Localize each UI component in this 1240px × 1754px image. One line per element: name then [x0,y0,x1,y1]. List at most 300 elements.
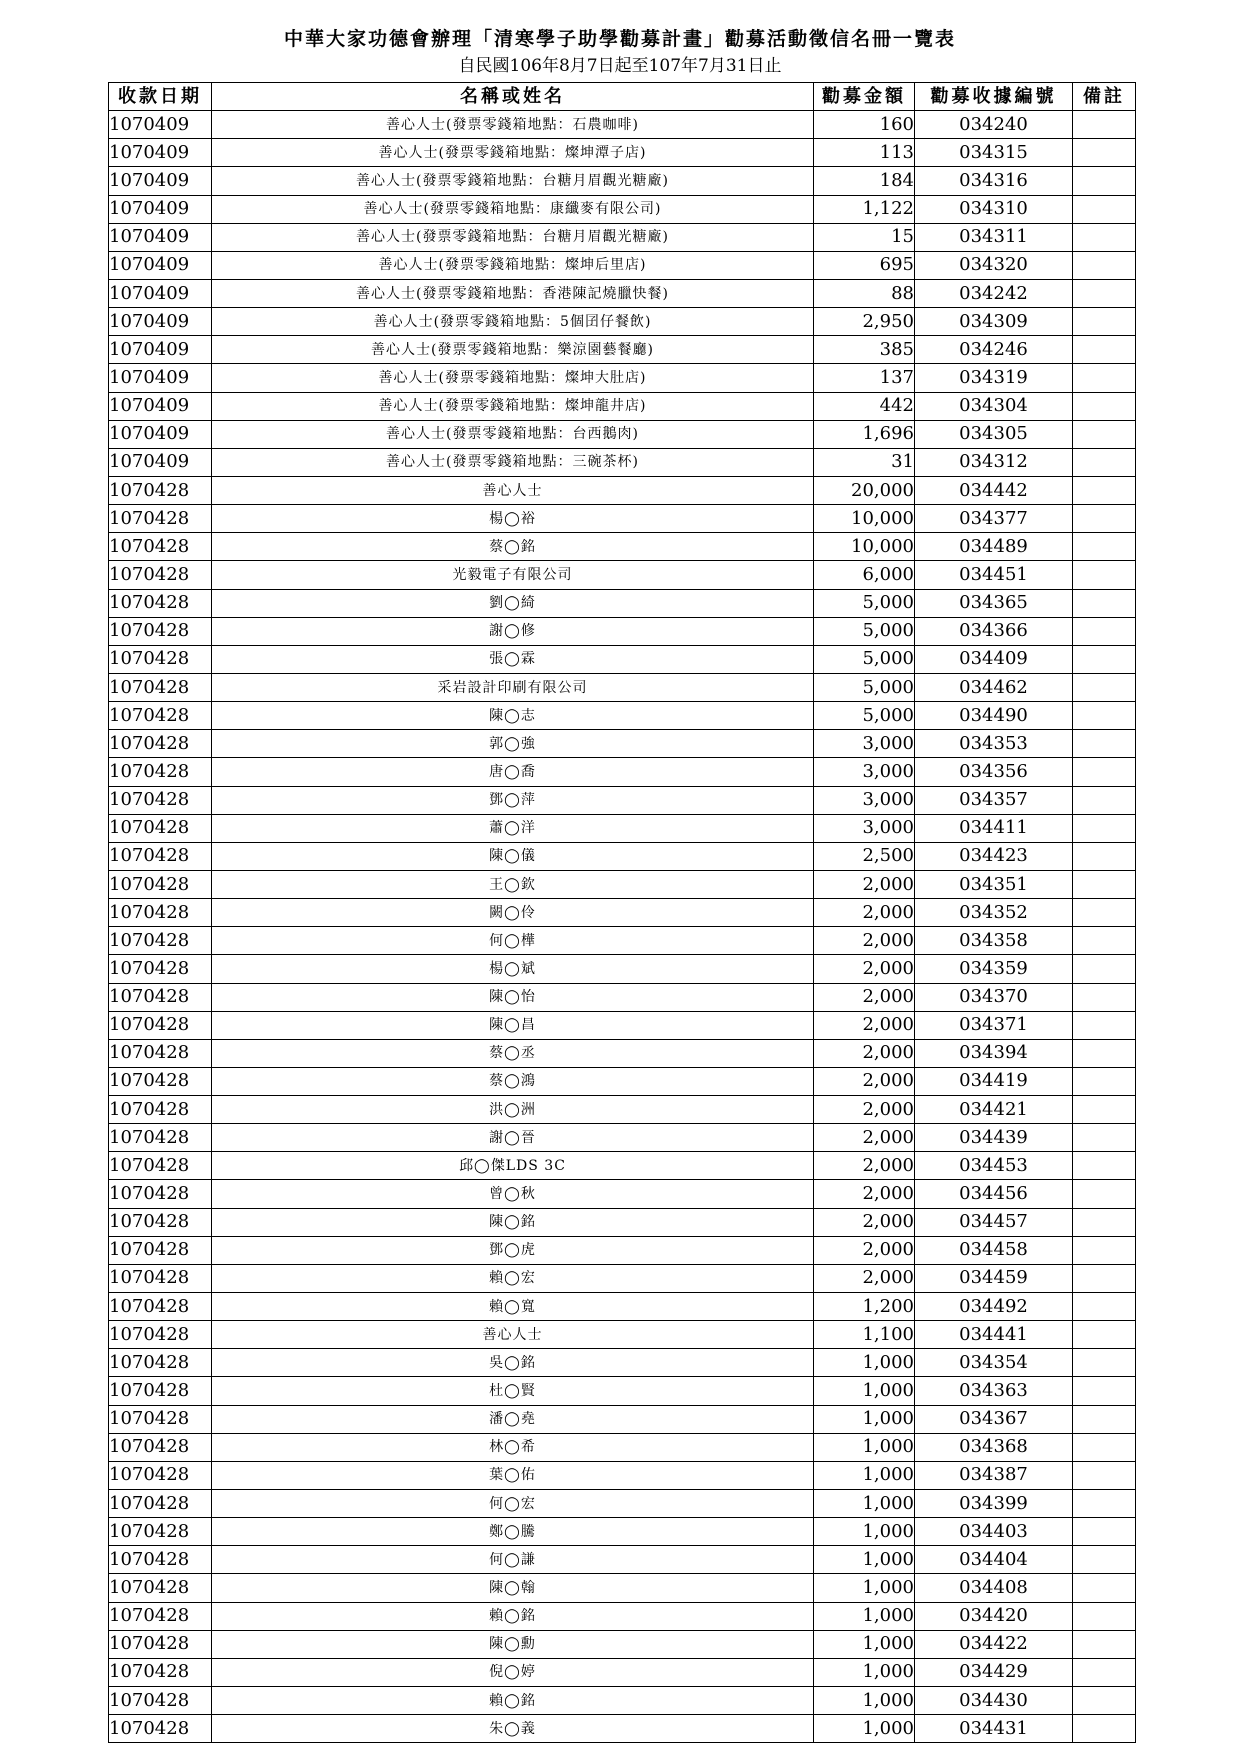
cell-receipt: 034420 [915,1602,1073,1630]
cell-date: 1070409 [109,336,212,364]
cell-name: 善心人士(發票零錢箱地點：三碗茶杯) [212,448,814,476]
cell-date: 1070428 [109,786,212,814]
cell-name: 陳◯志 [212,702,814,730]
cell-note [1073,1433,1136,1461]
table-row [109,1180,1136,1208]
table-row [109,111,1136,139]
table-row [109,336,1136,364]
cell-receipt: 034451 [915,561,1073,589]
cell-receipt: 034458 [915,1236,1073,1264]
cell-name: 陳◯昌 [212,1011,814,1039]
cell-note [1073,1039,1136,1067]
cell-amount: 2,000 [814,1264,915,1292]
table-row [109,983,1136,1011]
cell-date: 1070428 [109,1208,212,1236]
table-row [109,589,1136,617]
cell-amount: 5,000 [814,673,915,701]
cell-note [1073,533,1136,561]
cell-note [1073,1546,1136,1574]
cell-note [1073,1658,1136,1686]
cell-name: 善心人士(發票零錢箱地點：燦坤龍井店) [212,392,814,420]
cell-name: 善心人士(發票零錢箱地點：石農咖啡) [212,111,814,139]
cell-amount: 2,000 [814,1039,915,1067]
cell-amount: 5,000 [814,589,915,617]
cell-amount: 6,000 [814,561,915,589]
cell-name: 葉◯佑 [212,1461,814,1489]
cell-date: 1070428 [109,505,212,533]
table-row [109,392,1136,420]
cell-name: 杜◯賢 [212,1377,814,1405]
table-row [109,1405,1136,1433]
cell-receipt: 034356 [915,758,1073,786]
cell-date: 1070428 [109,1715,212,1743]
cell-amount: 2,000 [814,1180,915,1208]
cell-name: 賴◯寬 [212,1293,814,1321]
cell-date: 1070409 [109,139,212,167]
table-row [109,223,1136,251]
table-row [109,1321,1136,1349]
cell-name: 善心人士(發票零錢箱地點：燦坤后里店) [212,251,814,279]
cell-amount: 1,000 [814,1715,915,1743]
cell-name: 善心人士(發票零錢箱地點：香港陳記燒臘快餐) [212,279,814,307]
cell-date: 1070428 [109,1602,212,1630]
cell-name: 謝◯晉 [212,1124,814,1152]
cell-amount: 3,000 [814,730,915,758]
cell-amount: 442 [814,392,915,420]
cell-note [1073,251,1136,279]
cell-note [1073,308,1136,336]
table-row [109,561,1136,589]
table-row [109,1236,1136,1264]
cell-name: 采岩設計印刷有限公司 [212,673,814,701]
cell-amount: 1,000 [814,1377,915,1405]
table-row [109,702,1136,730]
table-row [109,1264,1136,1292]
table-row [109,167,1136,195]
cell-name: 光毅電子有限公司 [212,561,814,589]
cell-name: 蔡◯銘 [212,533,814,561]
cell-date: 1070428 [109,1152,212,1180]
table-row [109,1574,1136,1602]
cell-note [1073,1405,1136,1433]
cell-note [1073,1349,1136,1377]
cell-amount: 1,000 [814,1349,915,1377]
cell-note [1073,1715,1136,1743]
table-row [109,730,1136,758]
cell-name: 邱◯傑LDS 3C [212,1152,814,1180]
table-row [109,1461,1136,1489]
cell-name: 朱◯義 [212,1715,814,1743]
cell-name: 鄭◯騰 [212,1518,814,1546]
cell-receipt: 034367 [915,1405,1073,1433]
cell-note [1073,814,1136,842]
cell-date: 1070409 [109,111,212,139]
cell-name: 潘◯堯 [212,1405,814,1433]
table-row [109,1293,1136,1321]
table-row [109,1039,1136,1067]
cell-name: 闕◯伶 [212,899,814,927]
cell-amount: 2,000 [814,1208,915,1236]
cell-date: 1070428 [109,702,212,730]
cell-note [1073,1293,1136,1321]
cell-note [1073,1124,1136,1152]
cell-date: 1070409 [109,420,212,448]
cell-date: 1070428 [109,1658,212,1686]
cell-note [1073,505,1136,533]
cell-date: 1070409 [109,223,212,251]
cell-amount: 2,000 [814,1096,915,1124]
table-row [109,1377,1136,1405]
cell-name: 賴◯銘 [212,1687,814,1715]
cell-amount: 1,000 [814,1518,915,1546]
cell-receipt: 034242 [915,279,1073,307]
cell-receipt: 034422 [915,1630,1073,1658]
cell-amount: 2,950 [814,308,915,336]
header-date: 收款日期 [109,83,212,111]
cell-date: 1070428 [109,476,212,504]
cell-date: 1070428 [109,1236,212,1264]
cell-note [1073,1490,1136,1518]
cell-amount: 137 [814,364,915,392]
cell-date: 1070428 [109,1124,212,1152]
cell-receipt: 034490 [915,702,1073,730]
cell-name: 郭◯強 [212,730,814,758]
table-row [109,1349,1136,1377]
header-row [109,83,1136,111]
cell-date: 1070428 [109,1039,212,1067]
table-row [109,645,1136,673]
header-name: 名稱或姓名 [212,83,814,111]
cell-receipt: 034453 [915,1152,1073,1180]
cell-receipt: 034353 [915,730,1073,758]
cell-amount: 1,100 [814,1321,915,1349]
cell-amount: 3,000 [814,758,915,786]
cell-receipt: 034429 [915,1658,1073,1686]
cell-date: 1070428 [109,758,212,786]
table-row [109,1687,1136,1715]
cell-date: 1070428 [109,927,212,955]
cell-amount: 2,000 [814,899,915,927]
cell-name: 林◯希 [212,1433,814,1461]
cell-note [1073,167,1136,195]
cell-receipt: 034319 [915,364,1073,392]
cell-amount: 113 [814,139,915,167]
cell-note [1073,899,1136,927]
cell-date: 1070428 [109,814,212,842]
cell-note [1073,617,1136,645]
cell-note [1073,448,1136,476]
cell-receipt: 034366 [915,617,1073,645]
cell-amount: 10,000 [814,533,915,561]
cell-note [1073,730,1136,758]
table-row [109,308,1136,336]
cell-date: 1070428 [109,1630,212,1658]
cell-name: 善心人士(發票零錢箱地點：燦坤潭子店) [212,139,814,167]
cell-date: 1070428 [109,983,212,1011]
cell-name: 楊◯斌 [212,955,814,983]
cell-amount: 5,000 [814,645,915,673]
table-row [109,1602,1136,1630]
cell-receipt: 034439 [915,1124,1073,1152]
table-row [109,1630,1136,1658]
cell-date: 1070428 [109,1433,212,1461]
cell-receipt: 034459 [915,1264,1073,1292]
cell-receipt: 034316 [915,167,1073,195]
cell-receipt: 034408 [915,1574,1073,1602]
cell-amount: 1,000 [814,1602,915,1630]
cell-date: 1070428 [109,1096,212,1124]
cell-date: 1070409 [109,308,212,336]
table-body [109,111,1136,1743]
cell-note [1073,870,1136,898]
table-row [109,814,1136,842]
cell-name: 曾◯秋 [212,1180,814,1208]
cell-receipt: 034419 [915,1067,1073,1095]
cell-note [1073,1321,1136,1349]
cell-name: 謝◯修 [212,617,814,645]
cell-receipt: 034387 [915,1461,1073,1489]
cell-receipt: 034462 [915,673,1073,701]
cell-date: 1070428 [109,1518,212,1546]
header-note: 備註 [1073,83,1136,111]
cell-receipt: 034423 [915,842,1073,870]
table-row [109,1067,1136,1095]
table-row [109,279,1136,307]
table-row [109,1208,1136,1236]
cell-note [1073,1236,1136,1264]
cell-name: 王◯欽 [212,870,814,898]
cell-date: 1070428 [109,1349,212,1377]
cell-receipt: 034246 [915,336,1073,364]
cell-amount: 1,000 [814,1687,915,1715]
table-row [109,1658,1136,1686]
cell-amount: 1,200 [814,1293,915,1321]
cell-name: 劉◯綺 [212,589,814,617]
cell-amount: 1,122 [814,195,915,223]
cell-date: 1070428 [109,870,212,898]
document-subtitle: 自民國106年8月7日起至107年7月31日止 [458,56,782,76]
cell-name: 善心人士 [212,476,814,504]
cell-receipt: 034359 [915,955,1073,983]
cell-receipt: 034312 [915,448,1073,476]
table-row [109,1490,1136,1518]
cell-note [1073,1264,1136,1292]
cell-name: 善心人士(發票零錢箱地點：台西鵝肉) [212,420,814,448]
cell-note [1073,364,1136,392]
cell-name: 何◯樺 [212,927,814,955]
cell-amount: 1,696 [814,420,915,448]
cell-date: 1070428 [109,1490,212,1518]
table-row [109,870,1136,898]
cell-receipt: 034489 [915,533,1073,561]
cell-name: 鄧◯虎 [212,1236,814,1264]
table-row [109,364,1136,392]
cell-note [1073,955,1136,983]
cell-amount: 2,000 [814,1124,915,1152]
cell-amount: 2,000 [814,870,915,898]
cell-amount: 2,000 [814,983,915,1011]
cell-date: 1070428 [109,1405,212,1433]
cell-date: 1070428 [109,955,212,983]
cell-receipt: 034492 [915,1293,1073,1321]
cell-date: 1070428 [109,673,212,701]
cell-date: 1070409 [109,279,212,307]
cell-date: 1070428 [109,842,212,870]
cell-note [1073,1180,1136,1208]
cell-name: 陳◯怡 [212,983,814,1011]
cell-name: 唐◯喬 [212,758,814,786]
cell-note [1073,476,1136,504]
cell-amount: 2,000 [814,1067,915,1095]
cell-amount: 2,000 [814,1236,915,1264]
cell-name: 鄧◯萍 [212,786,814,814]
cell-date: 1070428 [109,899,212,927]
table-row [109,476,1136,504]
cell-amount: 1,000 [814,1433,915,1461]
cell-amount: 2,000 [814,1152,915,1180]
table-row [109,139,1136,167]
table-row [109,1546,1136,1574]
cell-note [1073,111,1136,139]
cell-receipt: 034409 [915,645,1073,673]
cell-note [1073,1208,1136,1236]
cell-note [1073,279,1136,307]
cell-receipt: 034368 [915,1433,1073,1461]
cell-name: 善心人士(發票零錢箱地點：康纖麥有限公司) [212,195,814,223]
table-row [109,251,1136,279]
cell-name: 蔡◯丞 [212,1039,814,1067]
cell-receipt: 034399 [915,1490,1073,1518]
table-row [109,448,1136,476]
cell-date: 1070428 [109,533,212,561]
cell-receipt: 034352 [915,899,1073,927]
cell-note [1073,1461,1136,1489]
cell-receipt: 034240 [915,111,1073,139]
cell-date: 1070428 [109,1321,212,1349]
cell-note [1073,786,1136,814]
cell-receipt: 034315 [915,139,1073,167]
cell-note [1073,1067,1136,1095]
cell-date: 1070428 [109,1461,212,1489]
cell-amount: 1,000 [814,1630,915,1658]
cell-receipt: 034311 [915,223,1073,251]
cell-amount: 3,000 [814,814,915,842]
cell-name: 何◯宏 [212,1490,814,1518]
cell-date: 1070428 [109,1546,212,1574]
table-row [109,1715,1136,1743]
cell-date: 1070428 [109,1067,212,1095]
cell-receipt: 034394 [915,1039,1073,1067]
cell-name: 善心人士(發票零錢箱地點：台糖月眉觀光糖廠) [212,223,814,251]
cell-date: 1070428 [109,1264,212,1292]
cell-amount: 1,000 [814,1461,915,1489]
cell-amount: 2,000 [814,955,915,983]
cell-note [1073,1011,1136,1039]
table-row [109,420,1136,448]
cell-amount: 1,000 [814,1658,915,1686]
cell-name: 陳◯銘 [212,1208,814,1236]
cell-receipt: 034351 [915,870,1073,898]
cell-note [1073,223,1136,251]
cell-note [1073,983,1136,1011]
cell-receipt: 034377 [915,505,1073,533]
cell-amount: 2,000 [814,927,915,955]
cell-name: 倪◯婷 [212,1658,814,1686]
table-row [109,842,1136,870]
cell-receipt: 034354 [915,1349,1073,1377]
header-amount: 勸募金額 [814,83,915,111]
cell-receipt: 034411 [915,814,1073,842]
donation-table [108,82,1136,1743]
cell-amount: 2,000 [814,1011,915,1039]
cell-date: 1070428 [109,1293,212,1321]
cell-note [1073,927,1136,955]
cell-amount: 5,000 [814,702,915,730]
cell-date: 1070428 [109,561,212,589]
cell-note [1073,1518,1136,1546]
cell-amount: 10,000 [814,505,915,533]
cell-receipt: 034421 [915,1096,1073,1124]
cell-note [1073,139,1136,167]
cell-note [1073,645,1136,673]
table-row [109,533,1136,561]
cell-note [1073,758,1136,786]
cell-date: 1070409 [109,167,212,195]
cell-receipt: 034403 [915,1518,1073,1546]
cell-date: 1070428 [109,1377,212,1405]
cell-amount: 160 [814,111,915,139]
cell-receipt: 034456 [915,1180,1073,1208]
cell-date: 1070409 [109,251,212,279]
table-row [109,1124,1136,1152]
cell-date: 1070428 [109,1011,212,1039]
cell-date: 1070409 [109,392,212,420]
cell-amount: 695 [814,251,915,279]
header-receipt: 勸募收據編號 [915,83,1073,111]
cell-name: 陳◯翰 [212,1574,814,1602]
cell-receipt: 034363 [915,1377,1073,1405]
cell-receipt: 034305 [915,420,1073,448]
cell-receipt: 034357 [915,786,1073,814]
cell-note [1073,1377,1136,1405]
cell-receipt: 034441 [915,1321,1073,1349]
cell-note [1073,673,1136,701]
cell-receipt: 034442 [915,476,1073,504]
cell-amount: 15 [814,223,915,251]
cell-date: 1070428 [109,645,212,673]
cell-name: 楊◯裕 [212,505,814,533]
cell-note [1073,195,1136,223]
cell-receipt: 034304 [915,392,1073,420]
cell-note [1073,336,1136,364]
cell-name: 蕭◯洋 [212,814,814,842]
cell-note [1073,1602,1136,1630]
table-row [109,899,1136,927]
table-row [109,617,1136,645]
cell-note [1073,589,1136,617]
cell-receipt: 034358 [915,927,1073,955]
cell-name: 洪◯洲 [212,1096,814,1124]
cell-date: 1070428 [109,730,212,758]
cell-date: 1070428 [109,1574,212,1602]
cell-amount: 1,000 [814,1574,915,1602]
cell-name: 善心人士(發票零錢箱地點：樂涼園藝餐廳) [212,336,814,364]
cell-amount: 2,500 [814,842,915,870]
table-header [109,83,1136,111]
cell-name: 蔡◯鴻 [212,1067,814,1095]
table-row [109,1152,1136,1180]
table-row [109,927,1136,955]
